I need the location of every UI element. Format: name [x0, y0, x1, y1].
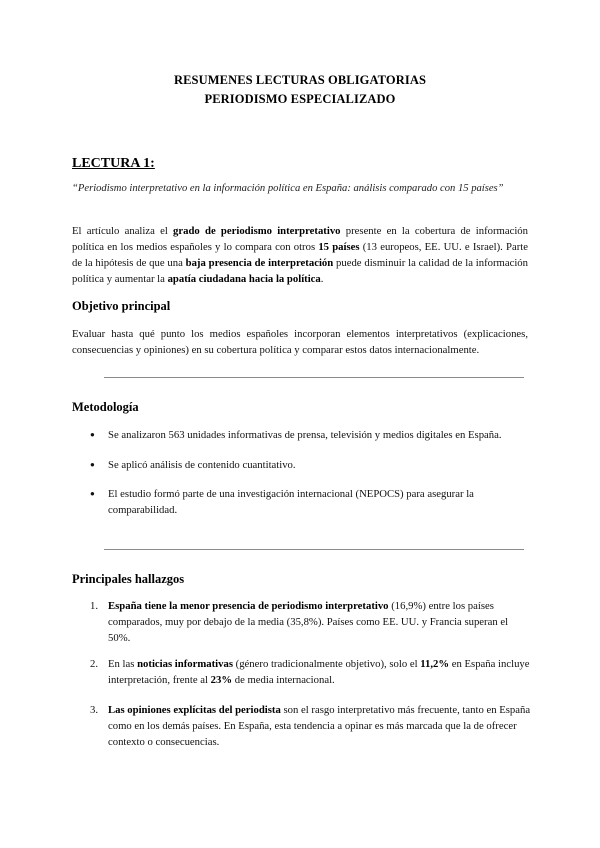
bullet-icon: ●	[90, 489, 95, 498]
document-subtitle: PERIODISMO ESPECIALIZADO	[204, 92, 396, 106]
objective-paragraph: Evaluar hasta qué punto los medios españoles incorporan elementos interpretativos (explicaciones, consecuencias y opiniones) en su cobertura política y comparar estos datos internacionalmente.	[72, 328, 528, 356]
methodology-heading: Metodología	[72, 400, 139, 414]
list-item: 3. Las opiniones explícitas del periodista son el rasgo interpretativo más frecuente, tanto en España como en los demás países. En España, esta tendencia a opinar es más marcada que la de ofrecer contexto o consecuencias.	[90, 704, 531, 748]
section-divider	[104, 377, 524, 378]
document-title: RESUMENES LECTURAS OBLIGATORIAS	[173, 73, 426, 87]
list-number: 3.	[90, 704, 99, 716]
bullet-icon: ●	[90, 430, 95, 439]
reading-subtitle: “Periodismo interpretativo en la información política en España: análisis comparado con 15 países”	[72, 183, 504, 194]
list-item: 2. En las noticias informativas (género tradicionalmente objetivo), solo el 11,2% en España incluye interpretación, frente al 23% de media internacional.	[90, 658, 530, 686]
reading-heading: LECTURA 1:	[72, 156, 155, 171]
list-item: ● Se analizaron 563 unidades informativas de prensa, televisión y medios digitales en España.	[90, 429, 502, 441]
list-item: ● Se aplicó análisis de contenido cuantitativo.	[90, 459, 296, 471]
bullet-icon: ●	[90, 460, 95, 469]
list-item: ● El estudio formó parte de una investigación internacional (NEPOCS) para asegurar la comparabilidad.	[90, 488, 474, 516]
list-item: 1. España tiene la menor presencia de periodismo interpretativo (16,9%) entre los países comparados, muy por debajo de la media (35,8%). Países como EE. UU. y Francia superan el 50%.	[90, 600, 509, 644]
list-number: 1.	[90, 600, 99, 612]
section-divider	[104, 549, 524, 550]
findings-heading: Principales hallazgos	[72, 572, 185, 586]
objective-heading: Objetivo principal	[72, 299, 171, 313]
intro-paragraph: El artículo analiza el grado de periodismo interpretativo presente en la cobertura de información política en los medios españoles y lo compara con otros 15 países (13 europeos, EE. UU. e Israel). Parte de la hipótesis de que una baja presencia de interpretación puede disminuir la calidad de la información política y aumentar la apatía ciudadana hacia la política.	[72, 225, 528, 285]
list-number: 2.	[90, 658, 99, 670]
